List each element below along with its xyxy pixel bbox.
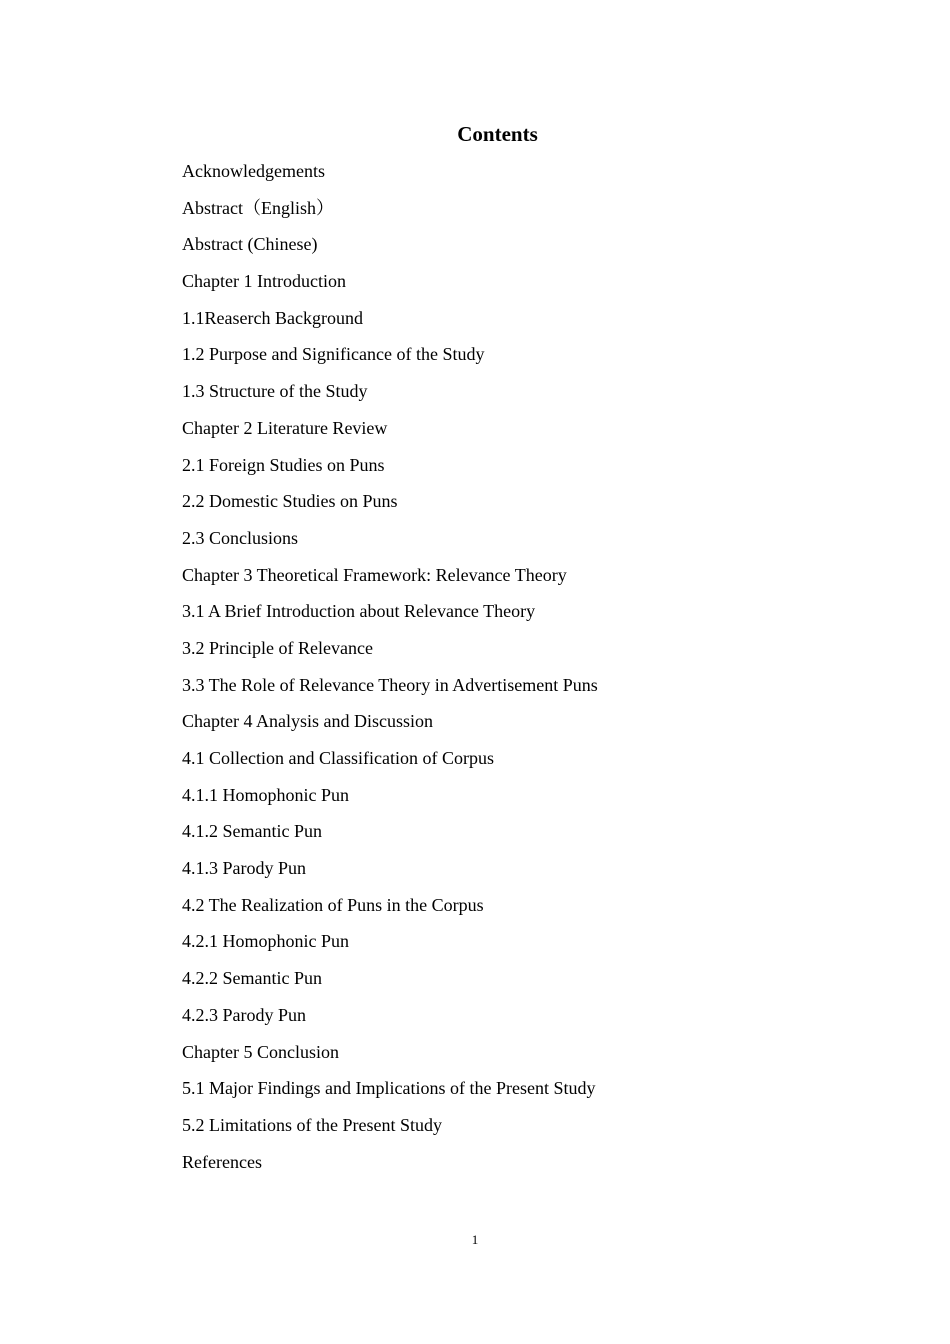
toc-entry: 4.1.1 Homophonic Pun bbox=[182, 784, 350, 805]
toc-entry: Acknowledgements bbox=[182, 161, 325, 181]
toc-entry: Chapter 2 Literature Review bbox=[182, 417, 388, 438]
toc-entry: Chapter 1 Introduction bbox=[182, 271, 346, 292]
toc-entry: Chapter 3 Theoretical Framework: Relevance Theory bbox=[182, 564, 567, 585]
toc-entry: 3.1 A Brief Introduction about Relevance Theory bbox=[182, 601, 536, 622]
page-title: Contents bbox=[457, 122, 538, 146]
toc-entry: 4.2.2 Semantic Pun bbox=[182, 968, 322, 989]
toc-entry: 2.1 Foreign Studies on Puns bbox=[182, 454, 385, 475]
toc-entry: 3.3 The Role of Relevance Theory in Advertisement Puns bbox=[182, 674, 598, 695]
toc-entry: Abstract（English） bbox=[182, 197, 334, 218]
toc-entry: 4.2.3 Parody Pun bbox=[182, 1004, 307, 1025]
toc-entry: Chapter 4 Analysis and Discussion bbox=[182, 711, 433, 732]
toc-entry: 2.3 Conclusions bbox=[182, 527, 299, 548]
toc-entry: 2.2 Domestic Studies on Puns bbox=[182, 491, 398, 512]
toc-entry: References bbox=[182, 1151, 262, 1172]
toc-entry: 4.1.2 Semantic Pun bbox=[182, 821, 322, 842]
toc-entry: 1.3 Structure of the Study bbox=[182, 381, 368, 402]
page-number: 1 bbox=[471, 1232, 479, 1247]
toc-entry: 3.2 Principle of Relevance bbox=[182, 637, 373, 658]
toc-entry: 4.2 The Realization of Puns in the Corpus bbox=[182, 894, 484, 915]
toc-entry: 4.1 Collection and Classification of Corpus bbox=[182, 748, 494, 768]
toc-entry: 1.1Reaserch Background bbox=[182, 307, 363, 328]
toc-entry: 4.1.3 Parody Pun bbox=[182, 858, 307, 879]
toc-entry: Chapter 5 Conclusion bbox=[182, 1041, 339, 1062]
toc-entry: 5.1 Major Findings and Implications of the Present Study bbox=[182, 1078, 596, 1099]
toc-entry: 5.2 Limitations of the Present Study bbox=[182, 1114, 442, 1135]
toc-entry: 1.2 Purpose and Significance of the Study bbox=[182, 344, 485, 365]
toc-entry: Abstract (Chinese) bbox=[182, 234, 318, 255]
table-of-contents bbox=[182, 157, 882, 1184]
toc-entry: 4.2.1 Homophonic Pun bbox=[182, 931, 350, 952]
